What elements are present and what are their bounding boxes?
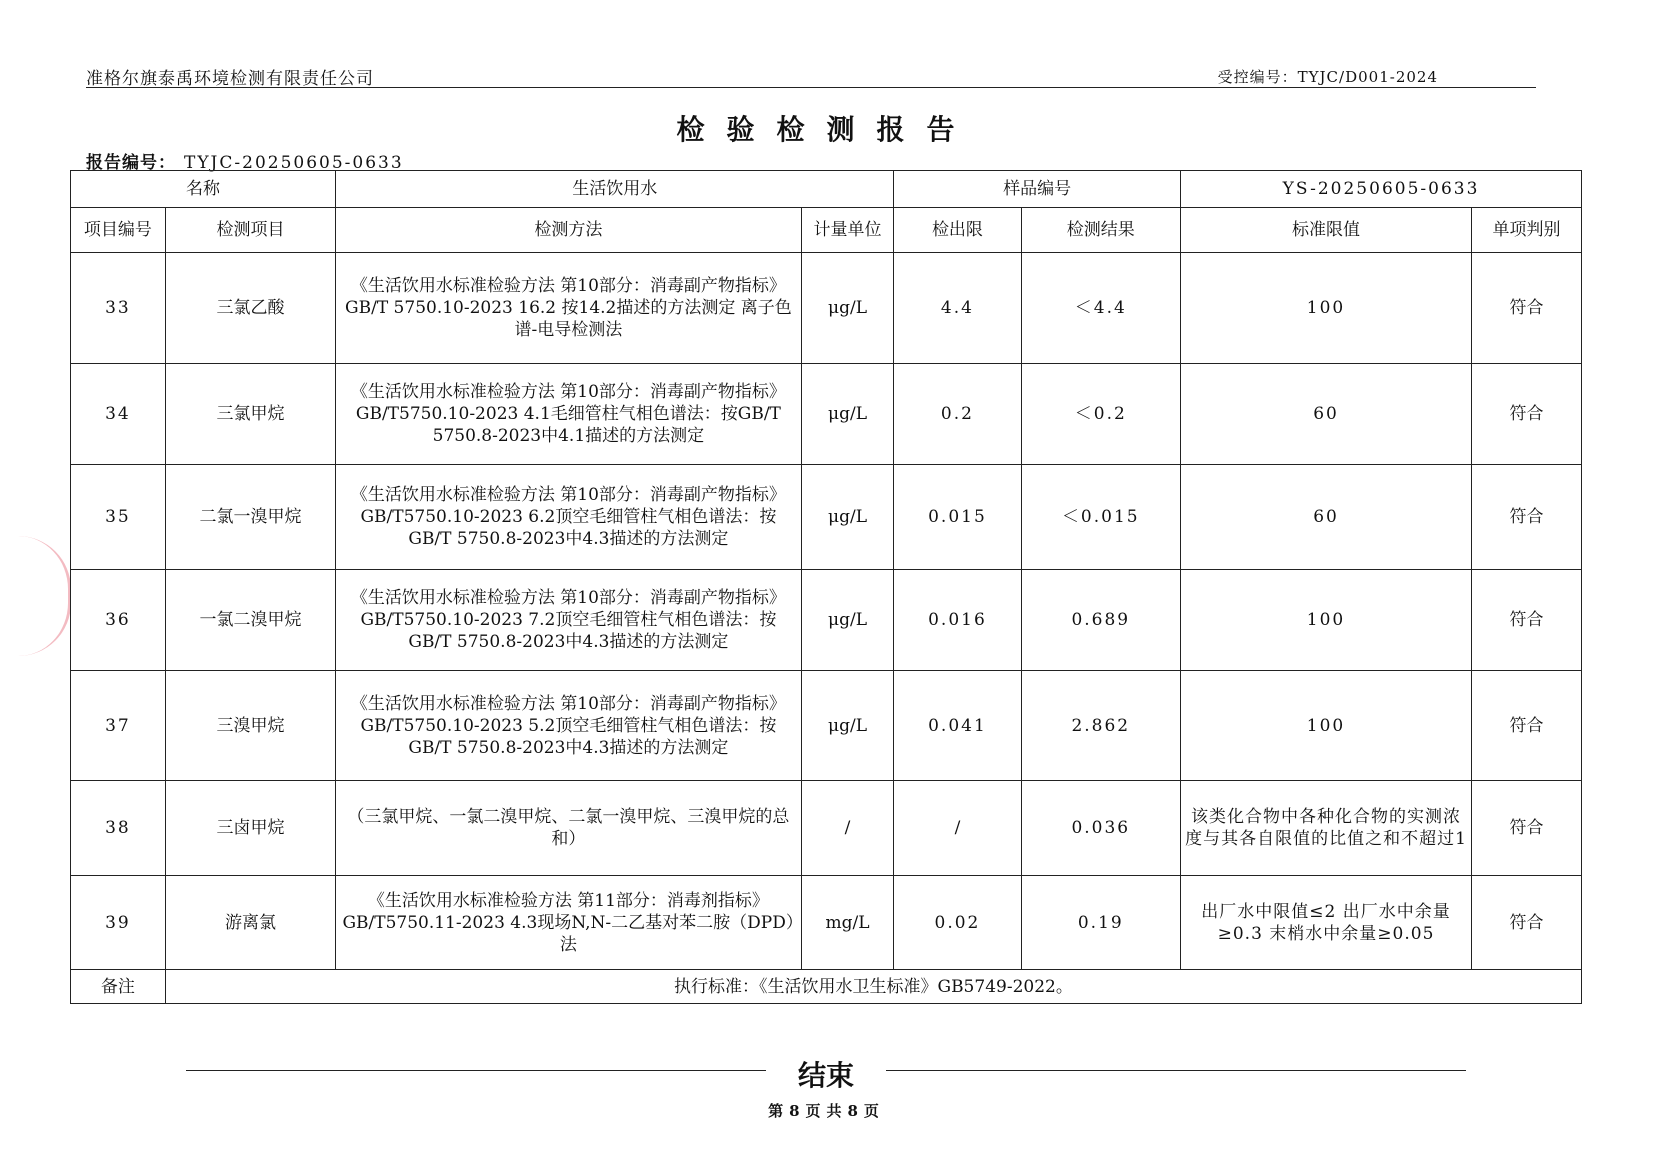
report-number-value: TYJC-20250605-0633: [184, 153, 404, 173]
row-result: ＜4.4: [1021, 253, 1181, 364]
row-judgement: 符合: [1472, 570, 1582, 671]
control-number: 受控编号：TYJC/D001-2024: [1217, 68, 1438, 86]
sample-label: 样品编号: [894, 171, 1181, 208]
row-result: 0.689: [1021, 570, 1181, 671]
row-judgement: 符合: [1472, 876, 1582, 970]
row-result: 2.862: [1021, 671, 1181, 781]
row-no: 37: [71, 671, 166, 781]
row-result: ＜0.2: [1021, 364, 1181, 465]
row-limit: 4.4: [894, 253, 1021, 364]
row-judgement: 符合: [1472, 671, 1582, 781]
row-unit: μg/L: [801, 671, 894, 781]
row-method: 《生活饮用水标准检验方法 第10部分：消毒副产物指标》GB/T5750.10-2023 5.2顶空毛细管柱气相色谱法：按GB/T 5750.8-2023中4.3描述的方法测定: [336, 671, 802, 781]
end-text: 结束: [797, 1059, 854, 1092]
name-label: 名称: [71, 171, 336, 208]
page-number: 第8页共8页: [768, 1102, 885, 1120]
report-title: 检验检测报告: [676, 113, 977, 146]
row-method: 《生活饮用水标准检验方法 第10部分：消毒副产物指标》GB/T5750.10-2023 4.1毛细管柱气相色谱法：按GB/T 5750.8-2023中4.1描述的方法测定: [336, 364, 802, 465]
name-value: 生活饮用水: [336, 171, 894, 208]
row-item: 三卤甲烷: [165, 781, 335, 876]
table-row: [71, 876, 1582, 970]
header-divider: [86, 87, 1536, 88]
row-unit: μg/L: [801, 364, 894, 465]
row-method: 《生活饮用水标准检验方法 第10部分：消毒副产物指标》GB/T 5750.10-2023 16.2 按14.2描述的方法测定 离子色谱-电导检测法: [336, 253, 802, 364]
row-item: 一氯二溴甲烷: [165, 570, 335, 671]
row-no: 38: [71, 781, 166, 876]
row-method: 《生活饮用水标准检验方法 第11部分：消毒剂指标》GB/T5750.11-2023 4.3现场N,N-二乙基对苯二胺（DPD）法: [336, 876, 802, 970]
row-item: 三氯甲烷: [165, 364, 335, 465]
results-table: [70, 170, 1582, 1004]
col-unit: 计量单位: [801, 208, 894, 253]
col-standard: 标准限值: [1181, 208, 1472, 253]
col-item: 检测项目: [165, 208, 335, 253]
seal-stamp-edge: [18, 536, 71, 656]
row-standard: 该类化合物中各种化合物的实测浓度与其各自限值的比值之和不超过1: [1181, 781, 1472, 876]
col-method: 检测方法: [336, 208, 802, 253]
report-number-label: 报告编号：: [86, 153, 176, 173]
col-item-no: 项目编号: [71, 208, 166, 253]
table-row: [71, 465, 1582, 570]
row-standard: 100: [1181, 253, 1472, 364]
row-limit: 0.015: [894, 465, 1021, 570]
row-method: （三氯甲烷、一氯二溴甲烷、二氯一溴甲烷、三溴甲烷的总和）: [336, 781, 802, 876]
row-unit: μg/L: [801, 570, 894, 671]
row-no: 34: [71, 364, 166, 465]
col-detection-limit: 检出限: [894, 208, 1021, 253]
row-no: 35: [71, 465, 166, 570]
row-result: ＜0.015: [1021, 465, 1181, 570]
company-name: 准格尔旗泰禹环境检测有限责任公司: [86, 69, 374, 89]
row-standard: 100: [1181, 671, 1472, 781]
remark-label: 备注: [71, 970, 166, 1004]
row-judgement: 符合: [1472, 364, 1582, 465]
table-row: [71, 671, 1582, 781]
row-unit: /: [801, 781, 894, 876]
row-no: 36: [71, 570, 166, 671]
row-judgement: 符合: [1472, 781, 1582, 876]
row-unit: μg/L: [801, 253, 894, 364]
remark-value: 执行标准：《生活饮用水卫生标准》GB5749-2022。: [165, 970, 1581, 1004]
row-item: 游离氯: [165, 876, 335, 970]
row-unit: μg/L: [801, 465, 894, 570]
end-line-right: [886, 1070, 1466, 1071]
table-row: [71, 253, 1582, 364]
row-judgement: 符合: [1472, 465, 1582, 570]
row-standard: 60: [1181, 465, 1472, 570]
row-standard: 60: [1181, 364, 1472, 465]
row-limit: 0.041: [894, 671, 1021, 781]
row-no: 39: [71, 876, 166, 970]
row-limit: 0.2: [894, 364, 1021, 465]
row-item: 三溴甲烷: [165, 671, 335, 781]
sample-value: YS-20250605-0633: [1181, 171, 1582, 208]
table-row: [71, 570, 1582, 671]
row-limit: 0.016: [894, 570, 1021, 671]
row-standard: 出厂水中限值≤2 出厂水中余量≥0.3 末梢水中余量≥0.05: [1181, 876, 1472, 970]
table-header-row-2: [71, 208, 1582, 253]
row-item: 二氯一溴甲烷: [165, 465, 335, 570]
row-result: 0.036: [1021, 781, 1181, 876]
row-method: 《生活饮用水标准检验方法 第10部分：消毒副产物指标》GB/T5750.10-2023 6.2顶空毛细管柱气相色谱法：按GB/T 5750.8-2023中4.3描述的方法测定: [336, 465, 802, 570]
col-result: 检测结果: [1021, 208, 1181, 253]
table-row: [71, 364, 1582, 465]
row-item: 三氯乙酸: [165, 253, 335, 364]
end-marker: [186, 1054, 1466, 1092]
table-header-row-1: [71, 171, 1582, 208]
row-no: 33: [71, 253, 166, 364]
remark-row: [71, 970, 1582, 1004]
row-method: 《生活饮用水标准检验方法 第10部分：消毒副产物指标》GB/T5750.10-2023 7.2顶空毛细管柱气相色谱法：按GB/T 5750.8-2023中4.3描述的方法测定: [336, 570, 802, 671]
row-standard: 100: [1181, 570, 1472, 671]
row-limit: 0.02: [894, 876, 1021, 970]
row-unit: mg/L: [801, 876, 894, 970]
row-judgement: 符合: [1472, 253, 1582, 364]
row-result: 0.19: [1021, 876, 1181, 970]
table-row: [71, 781, 1582, 876]
row-limit: /: [894, 781, 1021, 876]
col-judgement: 单项判别: [1472, 208, 1582, 253]
